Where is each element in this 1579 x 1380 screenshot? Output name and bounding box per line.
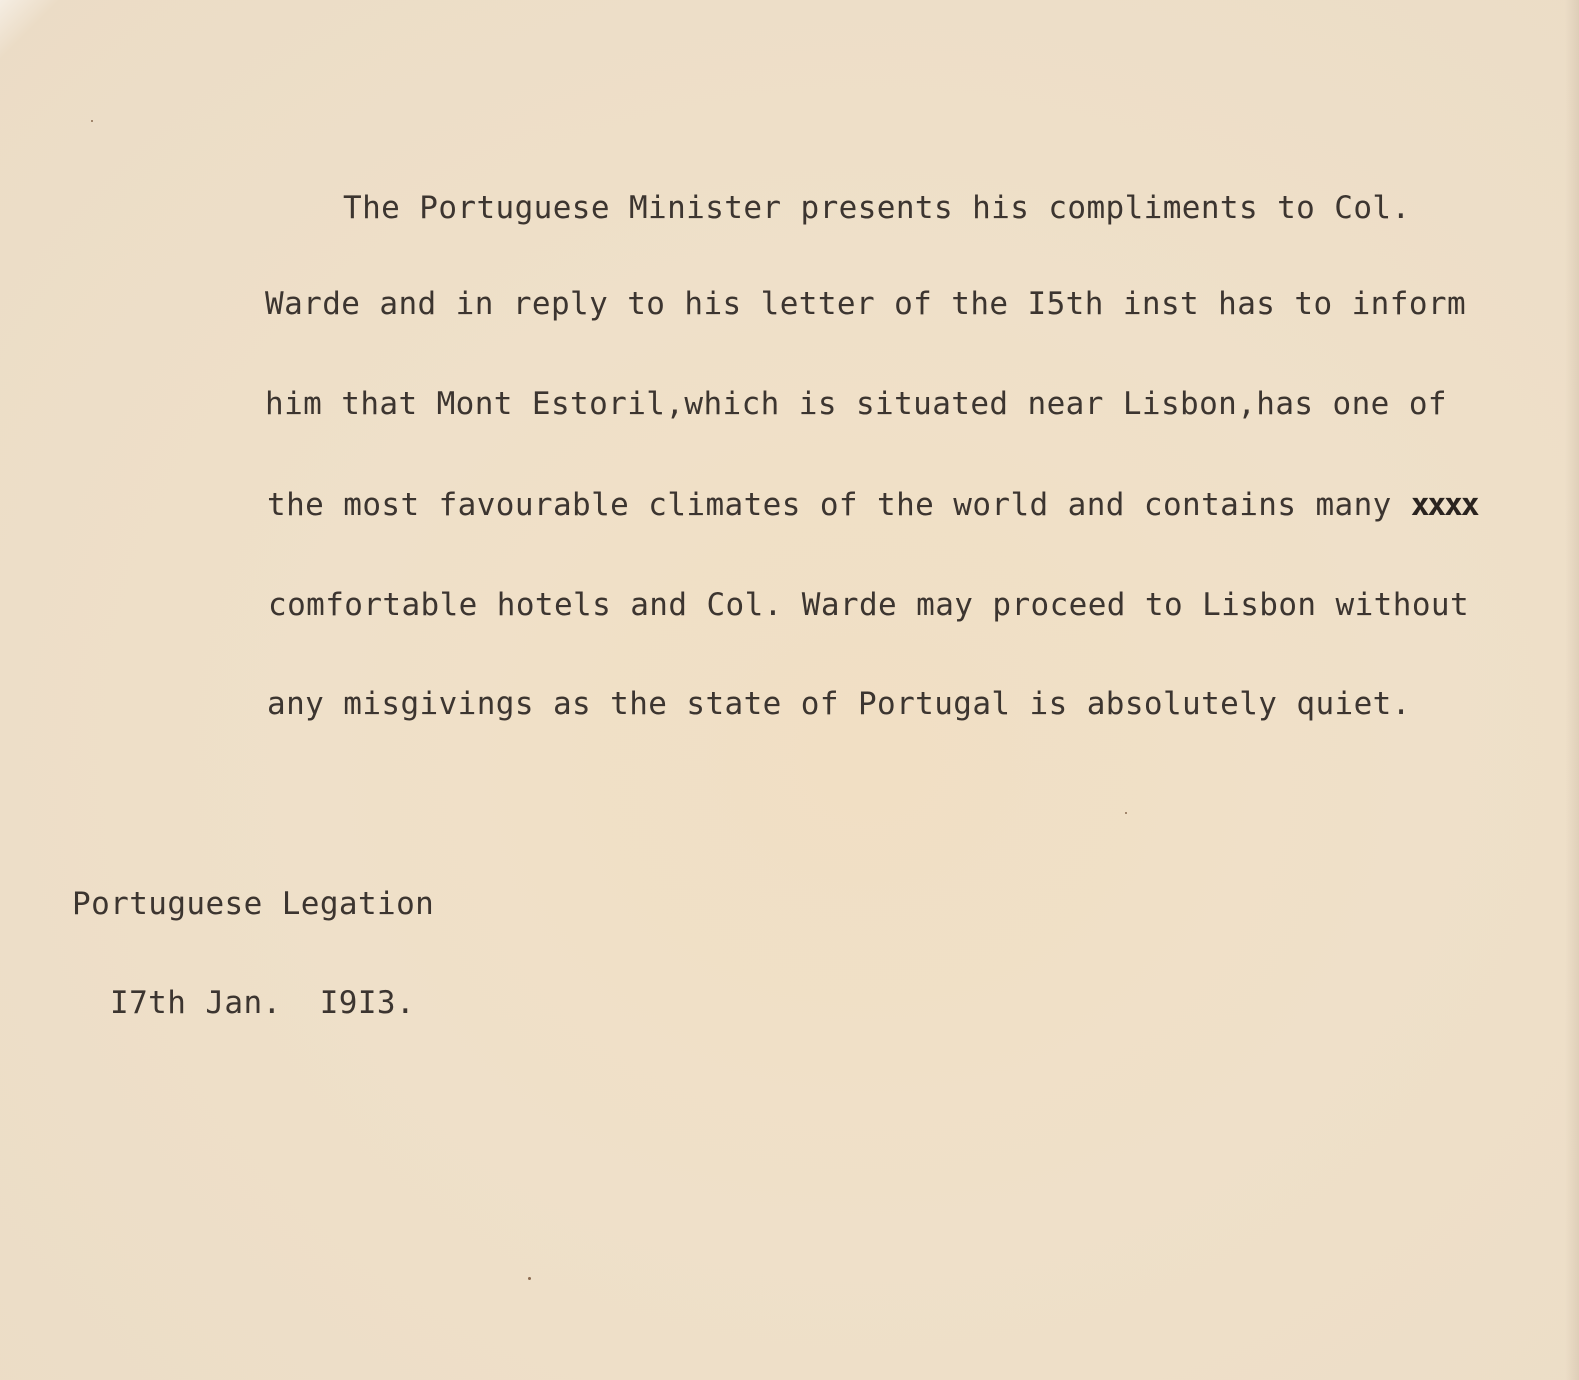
paper-speck — [1125, 812, 1127, 814]
letter-line-5: comfortable hotels and Col. Warde may proceed to Lisbon without — [268, 587, 1470, 623]
paper-edge-shadow — [1565, 0, 1579, 1380]
paper-speck — [91, 120, 93, 122]
letter-line-4-text: the most favourable climates of the world and contains many — [267, 487, 1392, 523]
letter-line-3: him that Mont Estoril,which is situated near Lisbon,has one of — [265, 386, 1447, 422]
letter-line-4 — [267, 487, 1478, 523]
letter-line-1: The Portuguese Minister presents his compliments to Col. — [343, 190, 1411, 226]
date-line: I7th Jan. I9I3. — [110, 985, 416, 1021]
letter-line-6: any misgivings as the state of Portugal is absolutely quiet. — [267, 686, 1411, 722]
sender-line: Portuguese Legation — [72, 886, 435, 922]
paper-speck — [528, 1277, 531, 1280]
struck-out-text: xxxx — [1410, 487, 1478, 523]
paper-corner — [0, 0, 60, 60]
letter-line-2: Warde and in reply to his letter of the I5th inst has to inform — [265, 286, 1467, 322]
